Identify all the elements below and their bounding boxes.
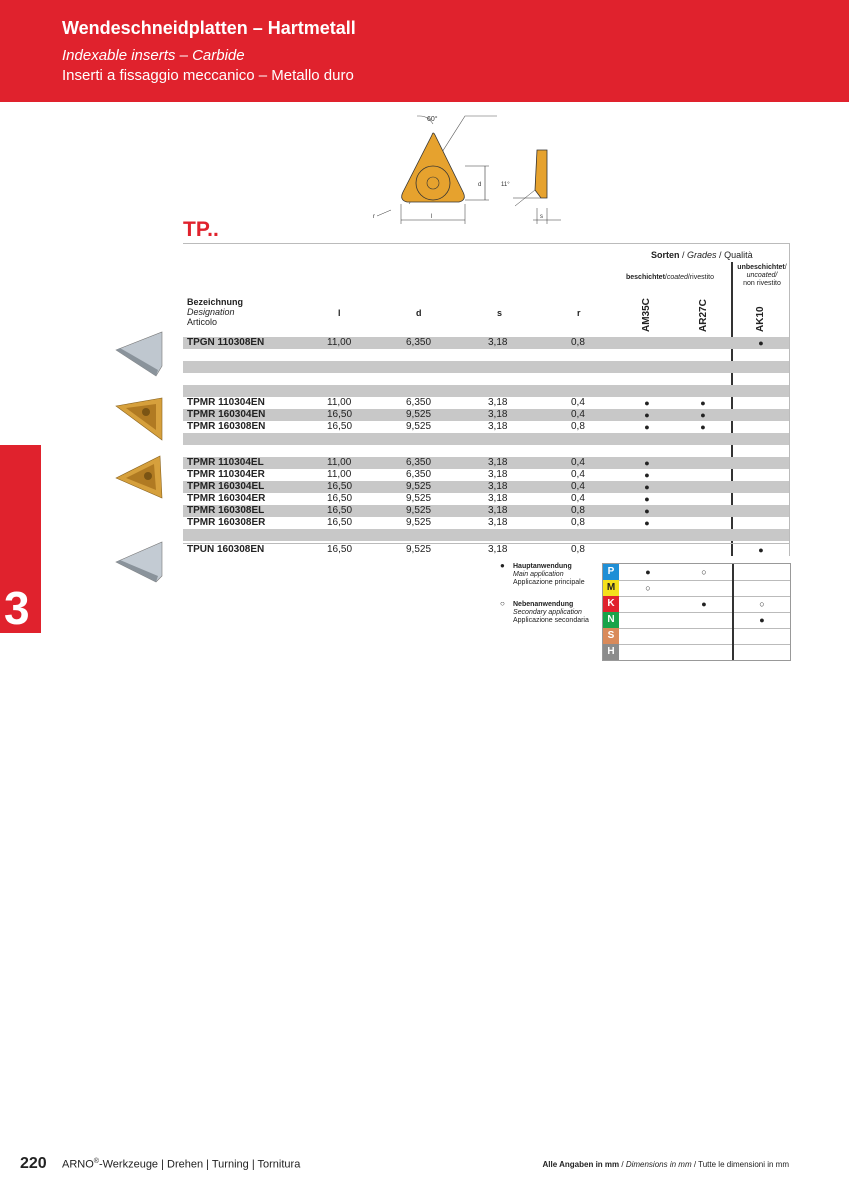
- page-subtitle-en: Indexable inserts – Carbide: [62, 47, 245, 64]
- table-row: TPMR 160304EL 16,50 9,525 3,18 0,4 ●: [183, 481, 789, 493]
- page-title: Wendeschneidplatten – Hartmetall: [62, 18, 356, 38]
- col-s-heading: s: [497, 308, 503, 318]
- table-row: TPMR 160304EN 16,50 9,525 3,18 0,4 ● ●: [183, 409, 789, 421]
- coated-heading: beschichtet/coated/rivestito: [626, 274, 714, 281]
- iso-row-k: K ● ○: [603, 596, 790, 613]
- iso-divider: [732, 564, 734, 660]
- spacer-row: [183, 433, 789, 445]
- uncoated-heading: unbeschichtet/ uncoated/ non rivestito: [737, 264, 787, 287]
- spacer-row: [183, 529, 789, 541]
- svg-text:11°: 11°: [501, 182, 510, 188]
- table-row: TPMR 160304ER 16,50 9,525 3,18 0,4 ●: [187, 493, 650, 504]
- insert-dimension-diagram: [365, 112, 585, 232]
- table-row: TPMR 110304EN 11,00 6,350 3,18 0,4 ● ●: [187, 397, 706, 408]
- iso-group-table: [602, 563, 791, 661]
- grades-heading: Sorten / Grades / Qualità: [651, 250, 753, 260]
- designation-heading: Bezeichnung Designation Articolo: [187, 297, 244, 327]
- table-row: TPMR 110304EL 11,00 6,350 3,18 0,4 ●: [183, 457, 789, 469]
- grade-ak10-heading: AK10: [755, 306, 766, 332]
- tpmr-en-insert-image: [112, 394, 168, 444]
- page-header: [0, 0, 849, 102]
- page-number: 220: [20, 1155, 47, 1172]
- table-row: TPMR 160308EL 16,50 9,525 3,18 0,8 ●: [183, 505, 789, 517]
- legend-main: ● Hauptanwendung Main application Applicazione principale: [500, 561, 585, 586]
- table-row: TPMR 110304ER 11,00 6,350 3,18 0,4 ●: [187, 469, 650, 480]
- chapter-tab: [0, 445, 41, 633]
- svg-text:s: s: [540, 214, 543, 220]
- col-r-heading: r: [577, 308, 581, 318]
- col-d-heading: d: [416, 308, 422, 318]
- grade-ar27c-heading: AR27C: [698, 299, 709, 332]
- table-row: TPUN 160308EN 16,50 9,525 3,18 0,8 ●: [183, 543, 789, 556]
- spacer-row: [183, 385, 789, 397]
- product-title: TP..: [183, 218, 219, 241]
- svg-text:l: l: [431, 214, 433, 220]
- iso-row-p: P ● ○: [603, 564, 790, 581]
- page-subtitle-it: Inserti a fissaggio meccanico – Metallo duro: [62, 67, 354, 84]
- svg-text:d: d: [478, 182, 482, 188]
- iso-row-s: S: [603, 628, 790, 645]
- spacer-row: [183, 361, 789, 373]
- insert-table: [183, 243, 790, 556]
- table-row: TPMR 160308ER 16,50 9,525 3,18 0,8 ●: [187, 517, 650, 528]
- iso-row-m: M ○: [603, 580, 790, 597]
- grade-am35c-heading: AM35C: [641, 298, 652, 332]
- tpmr-el-er-insert-image: [112, 454, 168, 504]
- footer-brand: ARNO®-Werkzeuge | Drehen | Turning | Tornitura: [62, 1158, 301, 1171]
- svg-text:r: r: [373, 214, 375, 220]
- application-legend: [500, 563, 600, 639]
- tpun-insert-image: [112, 538, 168, 588]
- iso-row-h: H: [603, 644, 790, 660]
- iso-row-n: N ●: [603, 612, 790, 629]
- tpgn-insert-image: [112, 328, 168, 378]
- col-l-heading: l: [338, 308, 341, 318]
- table-row: TPMR 160308EN 16,50 9,525 3,18 0,8 ● ●: [187, 421, 706, 432]
- footer-units-note: Alle Angaben in mm / Dimensions in mm / Tutte le dimensioni in mm: [542, 1160, 789, 1169]
- table-row: TPGN 110308EN 11,00 6,350 3,18 0,8 ●: [183, 337, 789, 349]
- chapter-number: 3: [4, 582, 30, 634]
- legend-secondary: ○ Nebenanwendung Secondary application Applicazione secondaria: [500, 599, 589, 624]
- angle-label: 60°: [427, 116, 438, 123]
